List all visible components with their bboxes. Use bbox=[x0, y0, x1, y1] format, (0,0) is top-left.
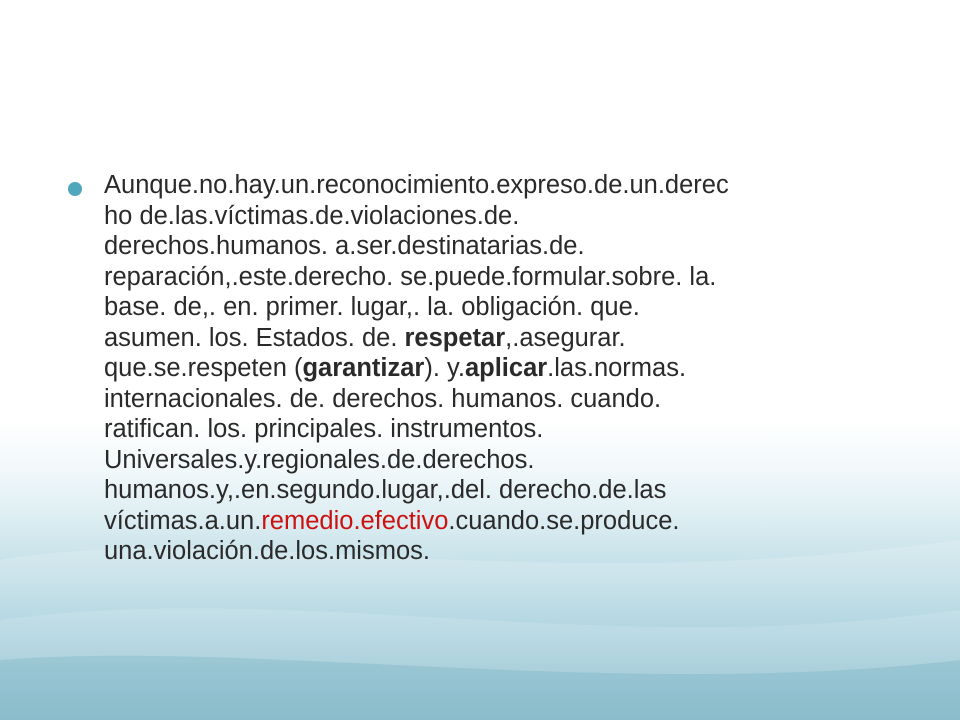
text-line-7-mid: ). y. bbox=[424, 354, 465, 382]
text-line-12-end: .cuando.se.produce. bbox=[448, 506, 680, 535]
text-line-10: Universales.y.regionales.de.derechos. bbox=[104, 445, 535, 474]
text-line-7-start: que.se.respeten ( bbox=[104, 354, 303, 382]
bold-aplicar: aplicar bbox=[464, 354, 548, 382]
text-line-1: Aunque.no.hay.un.reconocimiento.expreso.de.un.derec bbox=[104, 171, 729, 199]
text-line-2: ho de.las.víctimas.de.violaciones.de. bbox=[104, 201, 520, 230]
slide-body bbox=[68, 170, 898, 567]
text-line-9: ratifican. los. principales. instrumentos. bbox=[104, 415, 544, 443]
text-line-7 bbox=[104, 353, 898, 384]
text-line-12-start: víctimas.a.un. bbox=[104, 506, 262, 535]
text-line-12 bbox=[104, 506, 898, 537]
text-line-3: derechos.humanos. a.ser.destinatarias.de. bbox=[104, 232, 585, 260]
text-line-11: humanos.y,.en.segundo.lugar,.del. derecho.de.las bbox=[104, 476, 667, 504]
bold-respetar: respetar bbox=[404, 323, 506, 352]
text-line-6-start: asumen. los. Estados. de. bbox=[104, 323, 405, 352]
bullet-item bbox=[68, 170, 898, 567]
highlight-remedio-efectivo: remedio.efectivo bbox=[261, 506, 449, 535]
text-line-8: internacionales. de. derechos. humanos. cuando. bbox=[104, 384, 662, 413]
text-line-6 bbox=[104, 323, 898, 354]
text-line-6-end: ,.asegurar. bbox=[505, 323, 626, 352]
text-line-7-end: .las.normas. bbox=[547, 354, 687, 382]
bold-garantizar: garantizar bbox=[302, 354, 425, 382]
text-line-5: base. de,. en. primer. lugar,. la. obligación. que. bbox=[104, 293, 640, 321]
text-line-13: una.violación.de.los.mismos. bbox=[104, 537, 430, 565]
text-line-4: reparación,.este.derecho. se.puede.formular.sobre. la. bbox=[104, 262, 717, 291]
bullet-dot-icon bbox=[68, 182, 82, 196]
